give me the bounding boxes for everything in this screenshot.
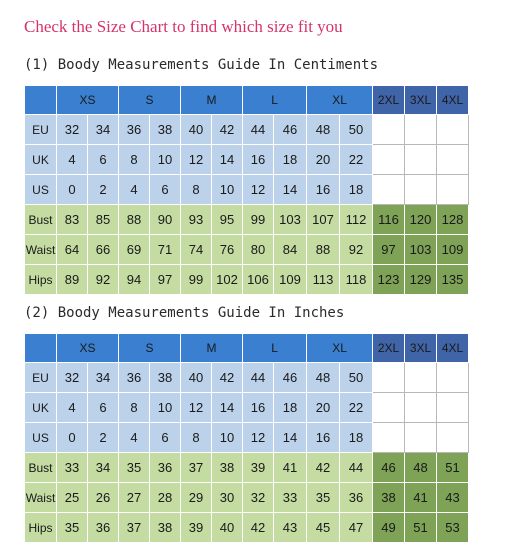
size-header-cell: 3XL [405,86,437,115]
row-label: EU [25,115,57,145]
table-cell: 28 [150,483,181,513]
table-cell: 12 [181,393,212,423]
table-cell: 135 [437,265,469,295]
row-label: Hips [25,265,57,295]
table-cell: 123 [373,265,405,295]
table-cell: 36 [119,115,150,145]
table-cell: 50 [340,363,373,393]
size-header-cell: S [119,86,181,115]
table-cell: 50 [340,115,373,145]
table-cell: 35 [119,453,150,483]
table-cell: 112 [340,205,373,235]
size-header-cell: 2XL [373,86,405,115]
table-cell: 103 [405,235,437,265]
table-cell: 32 [57,363,88,393]
table-cell: 12 [243,423,274,453]
table-cell: 0 [57,175,88,205]
table-cell: 38 [373,483,405,513]
empty-cell [437,115,469,145]
empty-cell [373,423,405,453]
table-cell: 46 [373,453,405,483]
size-header-cell: L [243,334,307,363]
table-cell: 44 [243,115,274,145]
table-cell: 85 [88,205,119,235]
table-cell: 128 [437,205,469,235]
empty-cell [373,175,405,205]
empty-cell [405,115,437,145]
table-cell: 120 [405,205,437,235]
row-label: Waist [25,483,57,513]
table-row [25,235,469,265]
table-cell: 89 [57,265,88,295]
table-cell: 106 [243,265,274,295]
table-row [25,145,469,175]
empty-cell [437,363,469,393]
table-cell: 97 [373,235,405,265]
table-cell: 20 [307,393,340,423]
table-cell: 35 [57,513,88,543]
table-cell: 16 [307,175,340,205]
table-cell: 84 [274,235,307,265]
table-row [25,423,469,453]
table-cell: 14 [274,175,307,205]
table-cell: 8 [119,145,150,175]
table-cell: 6 [88,393,119,423]
table-cell: 95 [212,205,243,235]
table-cell: 41 [274,453,307,483]
table-cell: 51 [437,453,469,483]
table-cell: 4 [57,145,88,175]
size-chart-cm-table [24,85,469,295]
table-cell: 34 [88,115,119,145]
size-header-cell: XS [57,334,119,363]
row-label: UK [25,145,57,175]
size-header-cell: S [119,334,181,363]
table-cell: 8 [119,393,150,423]
table-row [25,205,469,235]
table-cell: 4 [119,175,150,205]
table-cell: 35 [307,483,340,513]
table-cell: 48 [405,453,437,483]
row-label: Bust [25,453,57,483]
table-cell: 29 [181,483,212,513]
size-header-cell: 4XL [437,334,469,363]
size-header-cell: L [243,86,307,115]
table-cell: 97 [150,265,181,295]
table-cell: 14 [274,423,307,453]
inch-table-caption: (2) Boody Measurements Guide In Inches [24,305,345,321]
header-corner-cell [25,86,57,115]
header-corner-cell [25,334,57,363]
table-cell: 44 [243,363,274,393]
table-cell: 34 [88,363,119,393]
table-cell: 74 [181,235,212,265]
table-cell: 39 [243,453,274,483]
table-cell: 42 [307,453,340,483]
table-cell: 109 [274,265,307,295]
table-cell: 36 [340,483,373,513]
table-cell: 92 [340,235,373,265]
table-cell: 32 [57,115,88,145]
size-header-cell: XL [307,86,373,115]
empty-cell [405,175,437,205]
table-cell: 2 [88,175,119,205]
size-header-cell: M [181,86,243,115]
empty-cell [373,115,405,145]
table-cell: 102 [212,265,243,295]
row-label: Bust [25,205,57,235]
table-cell: 18 [274,393,307,423]
table-cell: 42 [212,115,243,145]
table-row [25,175,469,205]
table-cell: 10 [150,393,181,423]
table-cell: 38 [212,453,243,483]
table-cell: 80 [243,235,274,265]
table-cell: 36 [88,513,119,543]
table-row [25,363,469,393]
table-cell: 6 [150,423,181,453]
table-cell: 38 [150,513,181,543]
table-cell: 0 [57,423,88,453]
table-cell: 10 [212,175,243,205]
table-cell: 109 [437,235,469,265]
table-cell: 103 [274,205,307,235]
table-cell: 93 [181,205,212,235]
table-cell: 8 [181,423,212,453]
table-cell: 16 [307,423,340,453]
table-cell: 40 [181,363,212,393]
table-cell: 18 [340,175,373,205]
table-cell: 36 [150,453,181,483]
table-cell: 41 [405,483,437,513]
table-cell: 69 [119,235,150,265]
table-cell: 38 [150,115,181,145]
table-cell: 46 [274,115,307,145]
table-cell: 16 [243,393,274,423]
table-cell: 12 [243,175,274,205]
table-cell: 12 [181,145,212,175]
table-cell: 43 [274,513,307,543]
table-cell: 8 [181,175,212,205]
table-cell: 25 [57,483,88,513]
empty-cell [437,175,469,205]
table-cell: 37 [181,453,212,483]
size-header-cell: 4XL [437,86,469,115]
table-row [25,483,469,513]
page-heading: Check the Size Chart to find which size fit you [24,17,343,36]
table-row [25,453,469,483]
table-cell: 6 [88,145,119,175]
table-cell: 36 [119,363,150,393]
table-cell: 43 [437,483,469,513]
empty-cell [405,145,437,175]
table-row [25,115,469,145]
row-label: US [25,175,57,205]
cm-table-caption: (1) Boody Measurements Guide In Centiments [24,57,379,73]
table-cell: 51 [405,513,437,543]
table-cell: 118 [340,265,373,295]
table-cell: 46 [274,363,307,393]
table-cell: 14 [212,393,243,423]
table-row [25,393,469,423]
empty-cell [373,363,405,393]
row-label: US [25,423,57,453]
table-cell: 88 [307,235,340,265]
table-cell: 99 [181,265,212,295]
size-header-cell: XL [307,334,373,363]
table-cell: 116 [373,205,405,235]
table-cell: 10 [212,423,243,453]
table-cell: 20 [307,145,340,175]
table-cell: 71 [150,235,181,265]
table-cell: 14 [212,145,243,175]
table-cell: 26 [88,483,119,513]
table-cell: 107 [307,205,340,235]
table-cell: 32 [243,483,274,513]
table-cell: 53 [437,513,469,543]
table-cell: 83 [57,205,88,235]
row-label: EU [25,363,57,393]
size-header-row [25,86,469,115]
empty-cell [373,393,405,423]
table-cell: 39 [181,513,212,543]
size-chart-inch-table [24,333,469,543]
table-cell: 18 [274,145,307,175]
table-cell: 48 [307,363,340,393]
empty-cell [373,145,405,175]
table-cell: 33 [57,453,88,483]
table-cell: 45 [307,513,340,543]
table-cell: 47 [340,513,373,543]
table-cell: 44 [340,453,373,483]
table-cell: 33 [274,483,307,513]
table-cell: 6 [150,175,181,205]
table-cell: 10 [150,145,181,175]
size-header-cell: M [181,334,243,363]
table-cell: 42 [212,363,243,393]
table-cell: 64 [57,235,88,265]
table-cell: 34 [88,453,119,483]
table-cell: 94 [119,265,150,295]
table-cell: 49 [373,513,405,543]
empty-cell [437,423,469,453]
empty-cell [437,145,469,175]
table-cell: 40 [212,513,243,543]
row-label: Waist [25,235,57,265]
table-cell: 66 [88,235,119,265]
row-label: UK [25,393,57,423]
size-header-cell: 3XL [405,334,437,363]
table-cell: 22 [340,145,373,175]
table-row [25,265,469,295]
table-cell: 18 [340,423,373,453]
table-cell: 22 [340,393,373,423]
size-header-cell: XS [57,86,119,115]
table-cell: 113 [307,265,340,295]
table-cell: 30 [212,483,243,513]
table-cell: 38 [150,363,181,393]
table-cell: 16 [243,145,274,175]
empty-cell [437,393,469,423]
table-cell: 27 [119,483,150,513]
table-cell: 4 [119,423,150,453]
table-cell: 42 [243,513,274,543]
table-cell: 90 [150,205,181,235]
table-cell: 92 [88,265,119,295]
table-cell: 99 [243,205,274,235]
size-header-row [25,334,469,363]
table-cell: 129 [405,265,437,295]
table-cell: 76 [212,235,243,265]
table-cell: 4 [57,393,88,423]
table-row [25,513,469,543]
table-cell: 48 [307,115,340,145]
empty-cell [405,393,437,423]
table-cell: 40 [181,115,212,145]
table-cell: 37 [119,513,150,543]
row-label: Hips [25,513,57,543]
table-cell: 88 [119,205,150,235]
size-header-cell: 2XL [373,334,405,363]
empty-cell [405,363,437,393]
table-cell: 2 [88,423,119,453]
empty-cell [405,423,437,453]
